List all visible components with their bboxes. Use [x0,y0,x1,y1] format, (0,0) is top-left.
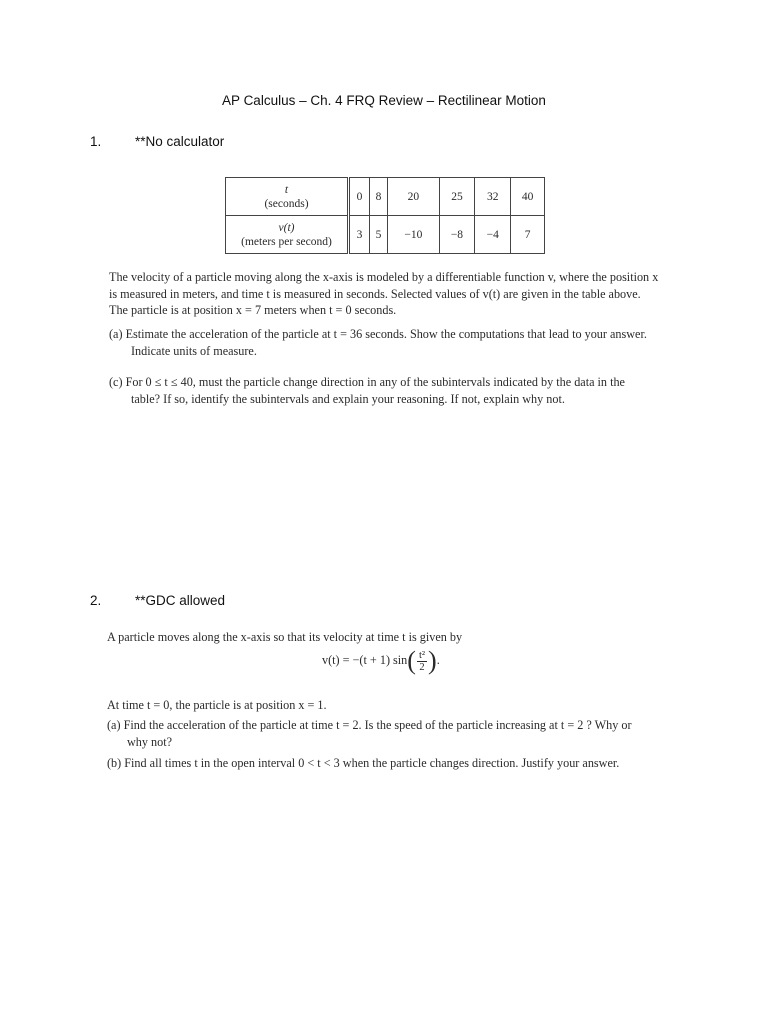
part-c-line: table? If so, identify the subintervals and explain your reasoning. If not, explain why not. [131,391,565,406]
part-a-line: (a) Estimate the acceleration of the particle at t = 36 seconds. Show the computations that lead to your answer. [109,327,647,341]
table-cell: −8 [439,216,475,254]
question-2-note: **GDC allowed [135,593,226,608]
question-1-part-c [109,374,689,407]
part-a-line: (a) Find the acceleration of the particle at time t = 2. Is the speed of the particle increasing at t = 2 ? Why or [107,718,632,732]
question-1-number: 1. [90,134,102,149]
table-row [226,216,545,254]
table-cell: 20 [388,178,439,216]
table-header-t: t (seconds) [226,178,349,216]
formula-left: v(t) = −(t + 1) sin [322,652,408,667]
question-1-part-a [109,326,689,359]
question-2-intro: A particle moves along the x-axis so that its velocity at time t is given by [107,630,463,644]
paren-open: ( [407,646,416,675]
table-cell: 7 [511,216,545,254]
table-cell: −10 [388,216,439,254]
table-header-v: v(t) (meters per second) [226,216,349,254]
formula-end: . [436,652,440,667]
question-1-note: **No calculator [135,134,225,149]
table-cell: 32 [475,178,511,216]
table-cell: 3 [349,216,370,254]
part-c-line: (c) For 0 ≤ t ≤ 40, must the particle change direction in any of the subintervals indicated by the data in the [109,375,625,389]
question-2-initial: At time t = 0, the particle is at position x = 1. [107,698,327,712]
fraction-numerator: t² [418,649,426,661]
table-cell: 0 [349,178,370,216]
velocity-table [225,177,545,254]
formula-fraction [417,650,427,673]
question-2-number: 2. [90,593,102,608]
part-a-line: why not? [127,734,173,749]
page-title: AP Calculus – Ch. 4 FRQ Review – Rectilinear Motion [222,93,546,108]
question-2-part-b: (b) Find all times t in the open interval 0 < t < 3 when the particle changes direction. Justify your answer. [107,756,620,770]
table-cell: 8 [369,178,387,216]
table-cell: −4 [475,216,511,254]
velocity-formula [322,648,440,674]
intro-line: The velocity of a particle moving along the x-axis is modeled by a differentiable function v, where the position x [109,270,659,284]
table-cell: 25 [439,178,475,216]
question-2-part-a [107,717,692,750]
table-row [226,178,545,216]
table-cell: 5 [369,216,387,254]
paren-close: ) [428,646,437,675]
question-1-intro [109,269,689,319]
part-a-line: Indicate units of measure. [131,343,257,358]
fraction-denominator: 2 [419,661,425,673]
table-cell: 40 [511,178,545,216]
intro-line: is measured in meters, and time t is measured in seconds. Selected values of v(t) are given in the table above. [109,286,641,301]
intro-line: The particle is at position x = 7 meters when t = 0 seconds. [109,303,397,317]
